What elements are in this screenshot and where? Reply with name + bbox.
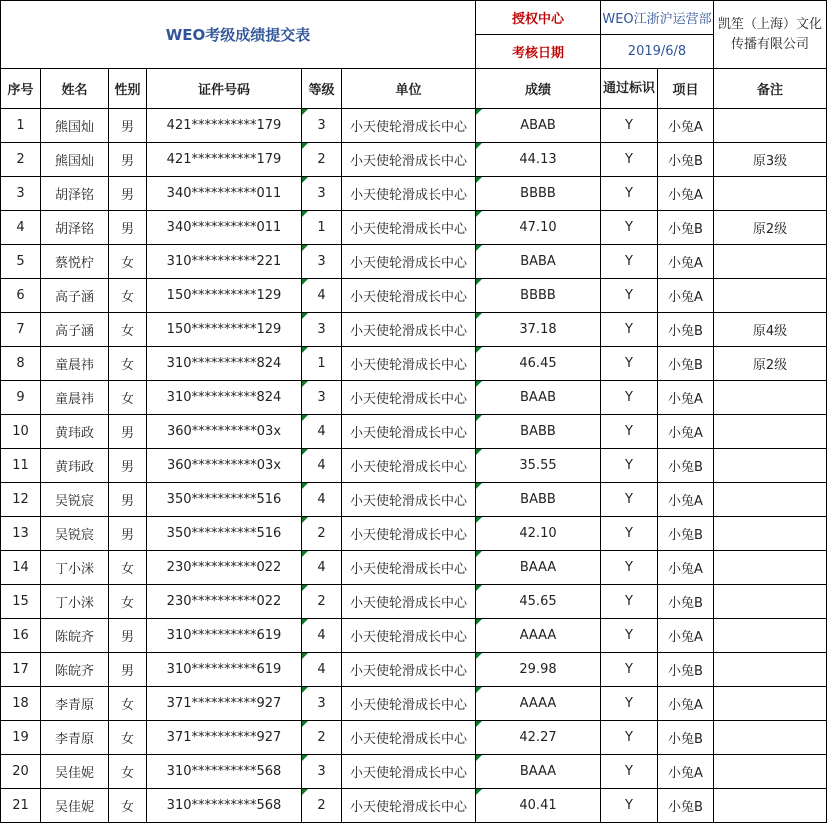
- cell-pass-flag: Y: [601, 789, 658, 823]
- column-header-row: [1, 69, 827, 109]
- cell-student-name: 蔡悦柠: [41, 245, 109, 279]
- cell-id-number: 371**********927: [147, 721, 302, 755]
- cell-project: 小兔B: [658, 585, 714, 619]
- cell-remark: [714, 381, 827, 415]
- cell-gender: 男: [109, 177, 147, 211]
- table-row: [1, 585, 827, 619]
- table-row: [1, 721, 827, 755]
- cell-pass-flag: Y: [601, 347, 658, 381]
- cell-row-index: 8: [1, 347, 41, 381]
- cell-gender: 女: [109, 755, 147, 789]
- cell-level: 3: [302, 755, 342, 789]
- cell-row-index: 19: [1, 721, 41, 755]
- cell-level: 3: [302, 245, 342, 279]
- cell-pass-flag: Y: [601, 177, 658, 211]
- cell-row-index: 18: [1, 687, 41, 721]
- cell-id-number: 360**********03x: [147, 449, 302, 483]
- cell-pass-flag: Y: [601, 653, 658, 687]
- cell-unit: 小天使轮滑成长中心: [342, 653, 476, 687]
- cell-pass-flag: Y: [601, 415, 658, 449]
- cell-remark: 原2级: [714, 347, 827, 381]
- cell-score: ABAB: [476, 109, 601, 143]
- cell-pass-flag: Y: [601, 211, 658, 245]
- cell-student-name: 李青原: [41, 721, 109, 755]
- cell-level: 3: [302, 381, 342, 415]
- cell-student-name: 童晨祎: [41, 381, 109, 415]
- col-header-remark: 备注: [714, 69, 827, 109]
- cell-pass-flag: Y: [601, 245, 658, 279]
- cell-pass-flag: Y: [601, 619, 658, 653]
- cell-id-number: 310**********221: [147, 245, 302, 279]
- cell-row-index: 17: [1, 653, 41, 687]
- table-row: [1, 347, 827, 381]
- cell-remark: [714, 551, 827, 585]
- table-row: [1, 653, 827, 687]
- cell-score: 45.65: [476, 585, 601, 619]
- cell-project: 小兔B: [658, 449, 714, 483]
- cell-gender: 男: [109, 415, 147, 449]
- cell-unit: 小天使轮滑成长中心: [342, 109, 476, 143]
- table-row: [1, 143, 827, 177]
- cell-score: 37.18: [476, 313, 601, 347]
- cell-score: BABB: [476, 415, 601, 449]
- table-row: [1, 551, 827, 585]
- col-header-index: 序号: [1, 69, 41, 109]
- cell-gender: 男: [109, 619, 147, 653]
- table-row: [1, 211, 827, 245]
- cell-id-number: 310**********824: [147, 347, 302, 381]
- cell-unit: 小天使轮滑成长中心: [342, 721, 476, 755]
- cell-unit: 小天使轮滑成长中心: [342, 279, 476, 313]
- cell-unit: 小天使轮滑成长中心: [342, 789, 476, 823]
- cell-remark: 原2级: [714, 211, 827, 245]
- cell-gender: 女: [109, 347, 147, 381]
- cell-pass-flag: Y: [601, 551, 658, 585]
- cell-student-name: 童晨祎: [41, 347, 109, 381]
- cell-level: 4: [302, 279, 342, 313]
- table-row: [1, 449, 827, 483]
- cell-row-index: 21: [1, 789, 41, 823]
- cell-id-number: 230**********022: [147, 585, 302, 619]
- cell-student-name: 胡泽铭: [41, 211, 109, 245]
- table-row: [1, 687, 827, 721]
- cell-project: 小兔A: [658, 381, 714, 415]
- cell-unit: 小天使轮滑成长中心: [342, 755, 476, 789]
- table-row: [1, 517, 827, 551]
- cell-unit: 小天使轮滑成长中心: [342, 381, 476, 415]
- cell-level: 4: [302, 619, 342, 653]
- cell-level: 4: [302, 415, 342, 449]
- cell-student-name: 熊国灿: [41, 143, 109, 177]
- cell-score: BBBB: [476, 177, 601, 211]
- cell-student-name: 丁小洣: [41, 585, 109, 619]
- cell-id-number: 150**********129: [147, 313, 302, 347]
- exam-date-value: 2019/6/8: [601, 35, 714, 69]
- cell-unit: 小天使轮滑成长中心: [342, 483, 476, 517]
- cell-project: 小兔A: [658, 415, 714, 449]
- cell-remark: [714, 449, 827, 483]
- cell-pass-flag: Y: [601, 585, 658, 619]
- auth-center-label: 授权中心: [476, 1, 601, 35]
- cell-level: 2: [302, 721, 342, 755]
- cell-gender: 男: [109, 143, 147, 177]
- cell-row-index: 12: [1, 483, 41, 517]
- cell-student-name: 胡泽铭: [41, 177, 109, 211]
- cell-pass-flag: Y: [601, 755, 658, 789]
- exam-date-label: 考核日期: [476, 35, 601, 69]
- cell-pass-flag: Y: [601, 721, 658, 755]
- cell-level: 3: [302, 109, 342, 143]
- cell-project: 小兔B: [658, 143, 714, 177]
- cell-score: BAAB: [476, 381, 601, 415]
- cell-pass-flag: Y: [601, 517, 658, 551]
- cell-level: 4: [302, 551, 342, 585]
- table-row: [1, 177, 827, 211]
- cell-id-number: 421**********179: [147, 143, 302, 177]
- cell-gender: 女: [109, 687, 147, 721]
- cell-id-number: 340**********011: [147, 211, 302, 245]
- cell-score: 42.10: [476, 517, 601, 551]
- cell-student-name: 丁小洣: [41, 551, 109, 585]
- cell-unit: 小天使轮滑成长中心: [342, 177, 476, 211]
- cell-score: 44.13: [476, 143, 601, 177]
- cell-student-name: 陈皖齐: [41, 619, 109, 653]
- cell-student-name: 吴佳妮: [41, 755, 109, 789]
- cell-student-name: 高子涵: [41, 313, 109, 347]
- cell-unit: 小天使轮滑成长中心: [342, 585, 476, 619]
- cell-remark: [714, 721, 827, 755]
- cell-gender: 女: [109, 721, 147, 755]
- cell-row-index: 16: [1, 619, 41, 653]
- cell-level: 1: [302, 347, 342, 381]
- cell-unit: 小天使轮滑成长中心: [342, 687, 476, 721]
- cell-student-name: 吴佳妮: [41, 789, 109, 823]
- cell-remark: [714, 755, 827, 789]
- cell-row-index: 7: [1, 313, 41, 347]
- cell-pass-flag: Y: [601, 109, 658, 143]
- cell-score: BABB: [476, 483, 601, 517]
- cell-pass-flag: Y: [601, 313, 658, 347]
- cell-project: 小兔A: [658, 279, 714, 313]
- cell-remark: [714, 619, 827, 653]
- cell-remark: [714, 585, 827, 619]
- cell-row-index: 11: [1, 449, 41, 483]
- cell-score: BABA: [476, 245, 601, 279]
- cell-id-number: 310**********568: [147, 755, 302, 789]
- cell-unit: 小天使轮滑成长中心: [342, 313, 476, 347]
- cell-id-number: 360**********03x: [147, 415, 302, 449]
- cell-remark: [714, 245, 827, 279]
- cell-remark: [714, 109, 827, 143]
- cell-unit: 小天使轮滑成长中心: [342, 449, 476, 483]
- cell-project: 小兔A: [658, 109, 714, 143]
- cell-gender: 女: [109, 381, 147, 415]
- cell-row-index: 9: [1, 381, 41, 415]
- cell-score: 47.10: [476, 211, 601, 245]
- cell-unit: 小天使轮滑成长中心: [342, 143, 476, 177]
- cell-project: 小兔A: [658, 687, 714, 721]
- cell-project: 小兔B: [658, 313, 714, 347]
- cell-student-name: 吴锐宸: [41, 517, 109, 551]
- cell-score: 42.27: [476, 721, 601, 755]
- cell-remark: [714, 415, 827, 449]
- cell-unit: 小天使轮滑成长中心: [342, 517, 476, 551]
- cell-score: AAAA: [476, 619, 601, 653]
- cell-gender: 男: [109, 211, 147, 245]
- table-row: [1, 279, 827, 313]
- cell-id-number: 310**********568: [147, 789, 302, 823]
- cell-student-name: 黄玮政: [41, 415, 109, 449]
- cell-row-index: 14: [1, 551, 41, 585]
- cell-row-index: 3: [1, 177, 41, 211]
- cell-id-number: 350**********516: [147, 483, 302, 517]
- table-row: [1, 109, 827, 143]
- cell-student-name: 吴锐宸: [41, 483, 109, 517]
- table-row: [1, 245, 827, 279]
- cell-level: 4: [302, 449, 342, 483]
- cell-score: BAAA: [476, 755, 601, 789]
- table-row: [1, 755, 827, 789]
- cell-pass-flag: Y: [601, 381, 658, 415]
- cell-gender: 女: [109, 585, 147, 619]
- cell-level: 3: [302, 313, 342, 347]
- cell-gender: 女: [109, 313, 147, 347]
- col-header-level: 等级: [302, 69, 342, 109]
- cell-id-number: 150**********129: [147, 279, 302, 313]
- col-header-project: 项目: [658, 69, 714, 109]
- cell-remark: [714, 789, 827, 823]
- cell-student-name: 高子涵: [41, 279, 109, 313]
- cell-unit: 小天使轮滑成长中心: [342, 415, 476, 449]
- cell-project: 小兔B: [658, 211, 714, 245]
- cell-pass-flag: Y: [601, 483, 658, 517]
- cell-gender: 男: [109, 483, 147, 517]
- col-header-name: 姓名: [41, 69, 109, 109]
- cell-level: 2: [302, 789, 342, 823]
- cell-level: 1: [302, 211, 342, 245]
- cell-score: 46.45: [476, 347, 601, 381]
- cell-level: 2: [302, 517, 342, 551]
- cell-project: 小兔B: [658, 721, 714, 755]
- table-row: [1, 381, 827, 415]
- table-row: [1, 415, 827, 449]
- cell-score: BBBB: [476, 279, 601, 313]
- cell-pass-flag: Y: [601, 687, 658, 721]
- cell-unit: 小天使轮滑成长中心: [342, 211, 476, 245]
- cell-score: AAAA: [476, 687, 601, 721]
- cell-gender: 女: [109, 245, 147, 279]
- cell-id-number: 310**********619: [147, 619, 302, 653]
- cell-row-index: 13: [1, 517, 41, 551]
- cell-gender: 男: [109, 517, 147, 551]
- col-header-id-number: 证件号码: [147, 69, 302, 109]
- cell-level: 4: [302, 653, 342, 687]
- cell-score: 29.98: [476, 653, 601, 687]
- cell-row-index: 4: [1, 211, 41, 245]
- cell-remark: [714, 483, 827, 517]
- cell-id-number: 350**********516: [147, 517, 302, 551]
- cell-remark: [714, 517, 827, 551]
- cell-project: 小兔A: [658, 245, 714, 279]
- table-row: [1, 619, 827, 653]
- cell-id-number: 340**********011: [147, 177, 302, 211]
- cell-remark: [714, 279, 827, 313]
- table-row: [1, 483, 827, 517]
- cell-id-number: 230**********022: [147, 551, 302, 585]
- cell-student-name: 李青原: [41, 687, 109, 721]
- cell-gender: 男: [109, 109, 147, 143]
- cell-score: 35.55: [476, 449, 601, 483]
- cell-unit: 小天使轮滑成长中心: [342, 619, 476, 653]
- cell-gender: 女: [109, 551, 147, 585]
- cell-project: 小兔A: [658, 619, 714, 653]
- cell-score: 40.41: [476, 789, 601, 823]
- cell-level: 2: [302, 585, 342, 619]
- cell-pass-flag: Y: [601, 279, 658, 313]
- cell-remark: [714, 687, 827, 721]
- cell-project: 小兔A: [658, 551, 714, 585]
- cell-id-number: 310**********619: [147, 653, 302, 687]
- cell-gender: 男: [109, 653, 147, 687]
- cell-project: 小兔B: [658, 789, 714, 823]
- table-row: [1, 313, 827, 347]
- cell-id-number: 310**********824: [147, 381, 302, 415]
- cell-score: BAAA: [476, 551, 601, 585]
- auth-center-value: WEO江浙沪运营部: [601, 1, 714, 35]
- cell-project: 小兔A: [658, 755, 714, 789]
- cell-level: 2: [302, 143, 342, 177]
- cell-project: 小兔A: [658, 483, 714, 517]
- cell-project: 小兔A: [658, 177, 714, 211]
- form-title: WEO考级成绩提交表: [1, 1, 476, 69]
- cell-gender: 男: [109, 449, 147, 483]
- cell-unit: 小天使轮滑成长中心: [342, 551, 476, 585]
- cell-row-index: 5: [1, 245, 41, 279]
- cell-row-index: 15: [1, 585, 41, 619]
- cell-remark: 原4级: [714, 313, 827, 347]
- company-name: 凯笙（上海）文化传播有限公司: [714, 1, 827, 69]
- col-header-unit: 单位: [342, 69, 476, 109]
- cell-id-number: 371**********927: [147, 687, 302, 721]
- cell-row-index: 10: [1, 415, 41, 449]
- cell-row-index: 1: [1, 109, 41, 143]
- cell-pass-flag: Y: [601, 449, 658, 483]
- cell-remark: 原3级: [714, 143, 827, 177]
- table-row: [1, 789, 827, 823]
- cell-row-index: 2: [1, 143, 41, 177]
- cell-gender: 女: [109, 789, 147, 823]
- col-header-score: 成绩: [476, 69, 601, 109]
- cell-remark: [714, 653, 827, 687]
- cell-unit: 小天使轮滑成长中心: [342, 347, 476, 381]
- cell-project: 小兔B: [658, 347, 714, 381]
- cell-row-index: 6: [1, 279, 41, 313]
- cell-unit: 小天使轮滑成长中心: [342, 245, 476, 279]
- cell-level: 3: [302, 177, 342, 211]
- cell-level: 4: [302, 483, 342, 517]
- cell-gender: 女: [109, 279, 147, 313]
- cell-student-name: 黄玮政: [41, 449, 109, 483]
- cell-student-name: 陈皖齐: [41, 653, 109, 687]
- cell-pass-flag: Y: [601, 143, 658, 177]
- cell-student-name: 熊国灿: [41, 109, 109, 143]
- cell-row-index: 20: [1, 755, 41, 789]
- cell-remark: [714, 177, 827, 211]
- col-header-pass-flag: 通过标识: [601, 69, 658, 109]
- col-header-gender: 性别: [109, 69, 147, 109]
- cell-project: 小兔B: [658, 517, 714, 551]
- cell-level: 3: [302, 687, 342, 721]
- cell-id-number: 421**********179: [147, 109, 302, 143]
- cell-project: 小兔B: [658, 653, 714, 687]
